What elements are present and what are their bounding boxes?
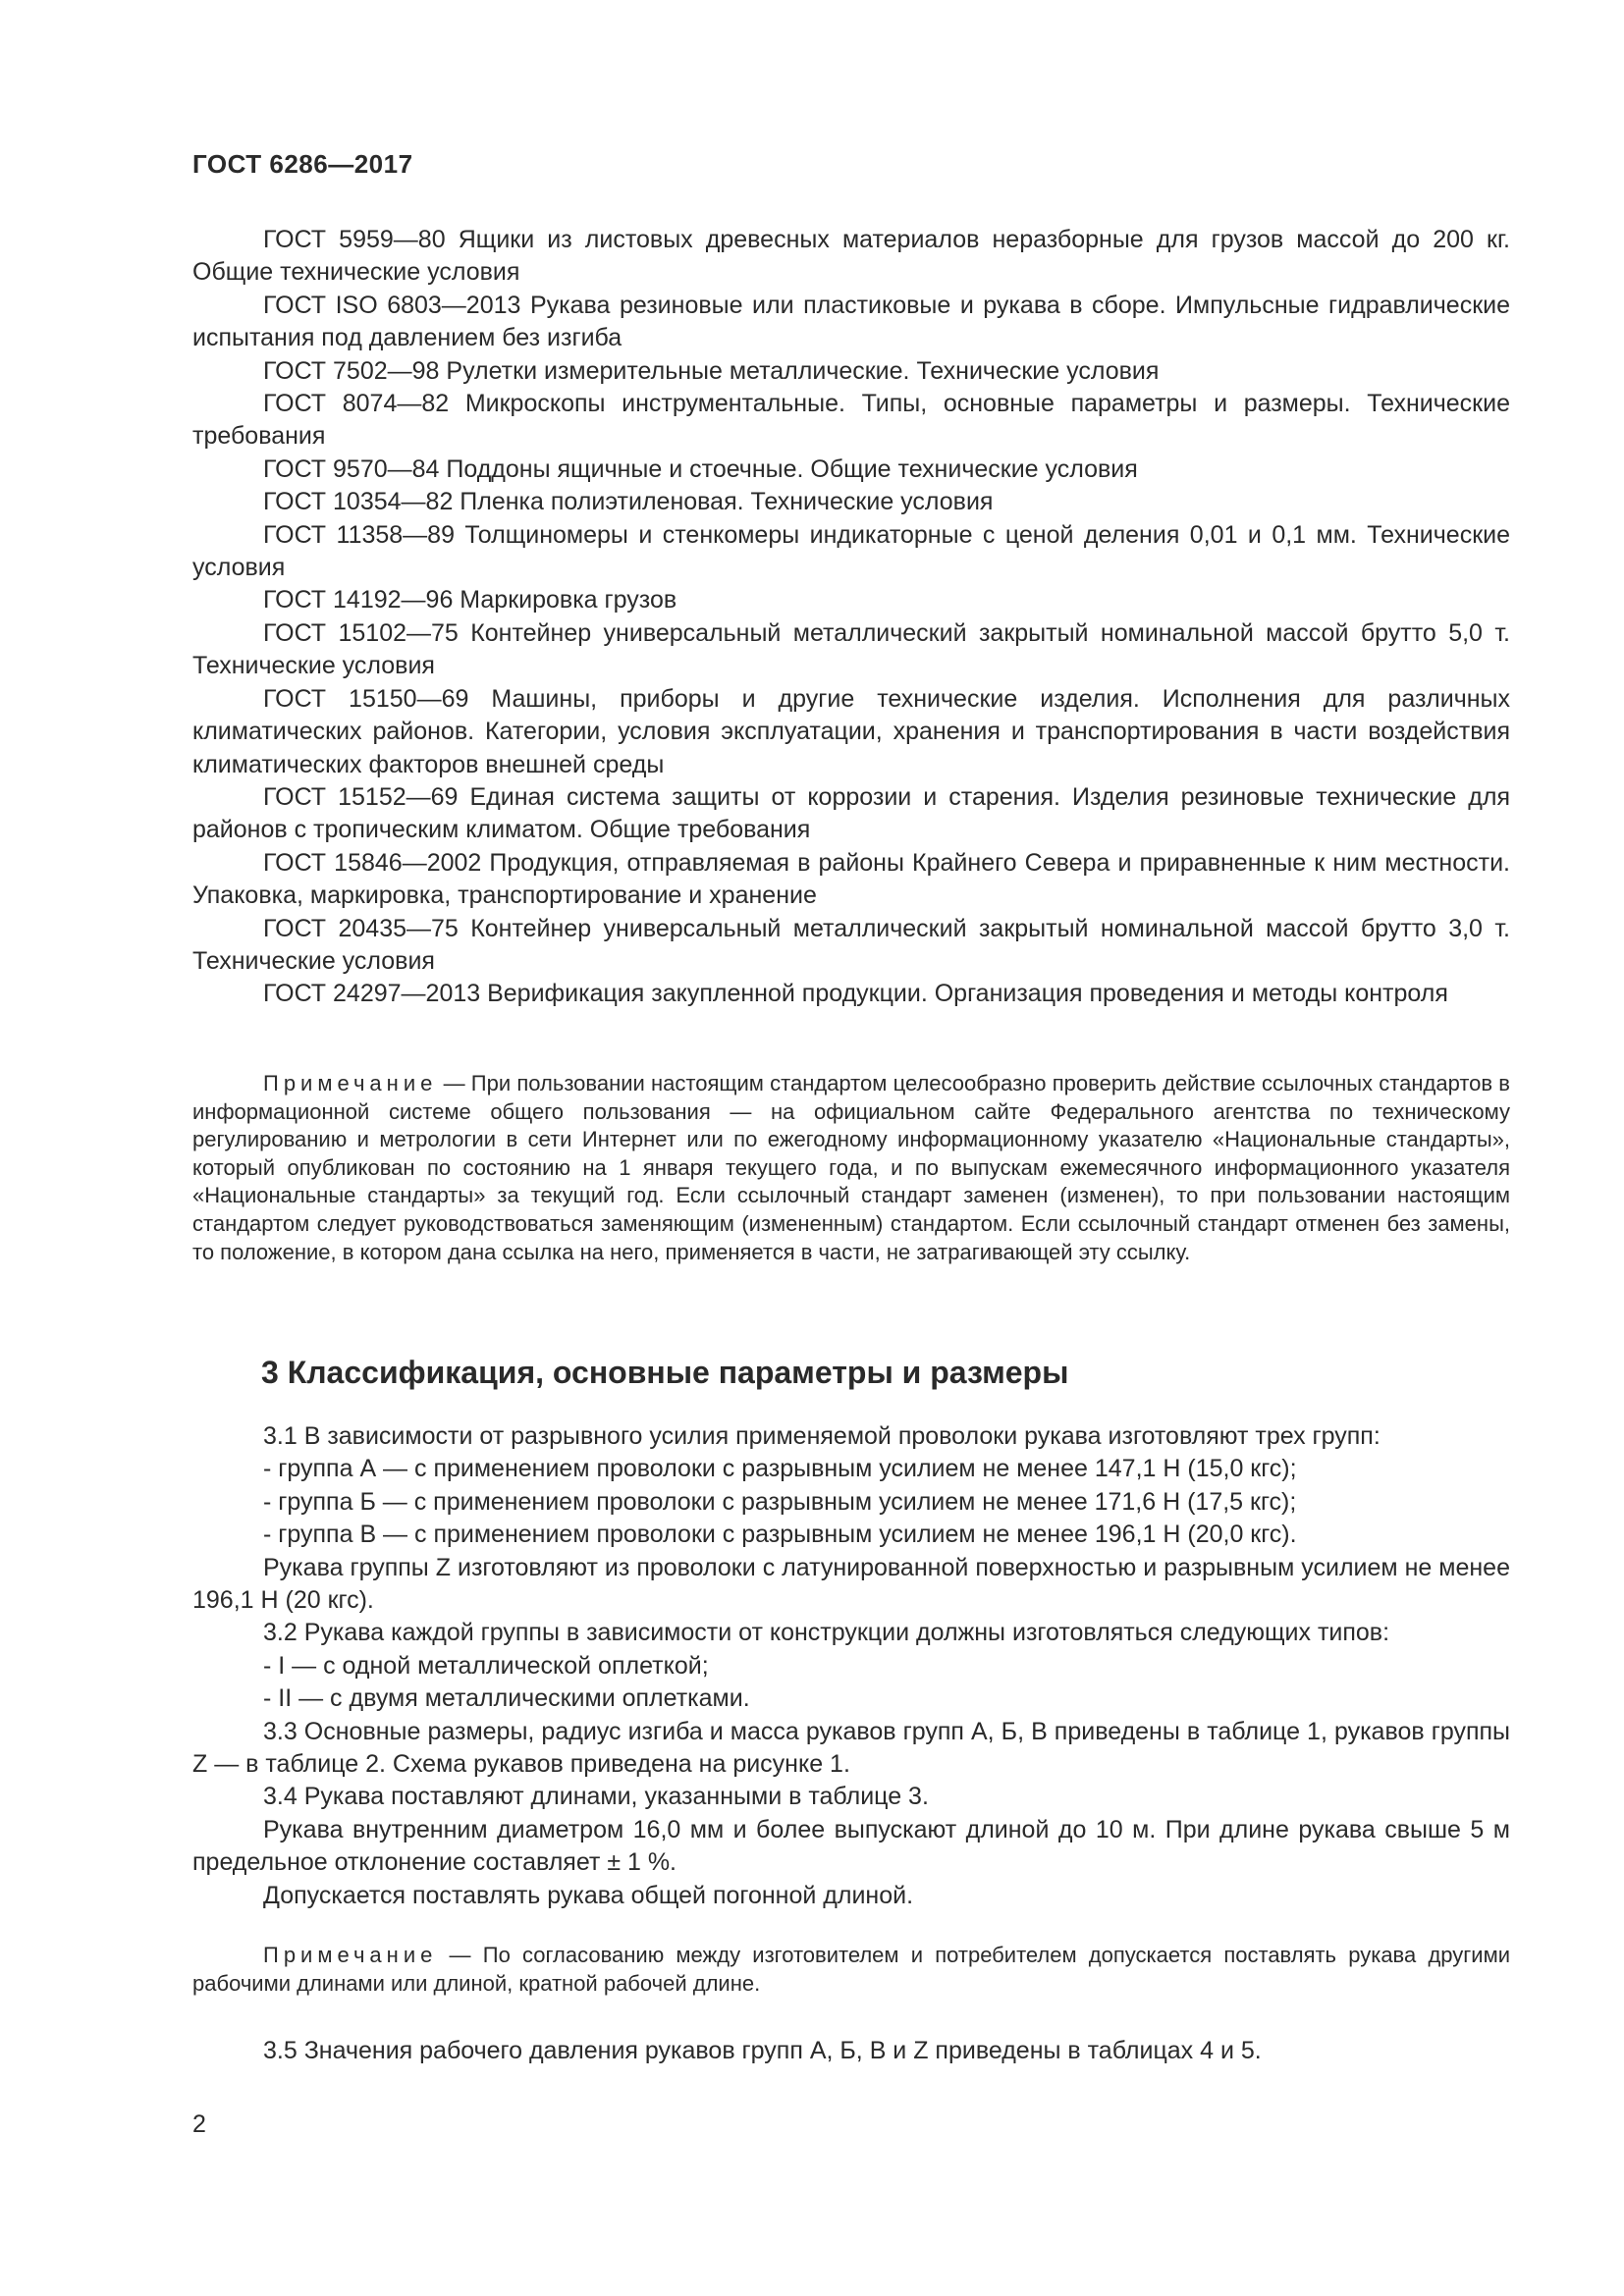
reference-item: ГОСТ 9570—84 Поддоны ящичные и стоечные. Общие технические условия xyxy=(263,454,1138,483)
note-label: Примечание xyxy=(263,1071,438,1095)
reference-item: ГОСТ 15846—2002 Продукция, отправляемая в районы Крайнего Севера и приравненные к ним местности. Упаковка, маркировка, транспортирование и хранение xyxy=(192,848,1510,910)
normative-references-list xyxy=(192,224,1510,1011)
list-item: - группа А — с применением проволоки с разрывным усилием не менее 147,1 Н (15,0 кгс); xyxy=(263,1455,1297,1483)
document-header: ГОСТ 6286—2017 xyxy=(192,149,413,179)
reference-item: ГОСТ 14192—96 Маркировка грузов xyxy=(263,586,677,614)
section-title: 3 Классификация, основные параметры и размеры xyxy=(261,1355,1069,1390)
paragraph: 3.2 Рукава каждой группы в зависимости от конструкции должны изготовляться следующих типов: xyxy=(263,1619,1390,1647)
list-item: - I — с одной металлической оплеткой; xyxy=(263,1651,709,1680)
reference-item: ГОСТ 15150—69 Машины, приборы и другие технические изделия. Исполнения для различных климатических районов. Категории, условия эксплуатации, хранения и транспортирования в части воздействия климатических факторов внешней среды xyxy=(192,684,1510,778)
note-text: — По согласованию между изготовителем и потребителем допускается поставлять рукава другими рабочими длинами или длиной, кратной рабочей длине. xyxy=(192,1943,1510,1996)
reference-item: ГОСТ 15102—75 Контейнер универсальный металлический закрытый номинальной массой брутто 5,0 т. Технические условия xyxy=(192,618,1510,680)
paragraph: 3.4 Рукава поставляют длинами, указанными в таблице 3. xyxy=(263,1783,929,1811)
reference-item: ГОСТ 24297—2013 Верификация закупленной продукции. Организация проведения и методы контроля xyxy=(263,980,1448,1008)
list-item: - II — с двумя металлическими оплетками. xyxy=(263,1684,750,1713)
paragraph: Рукава внутренним диаметром 16,0 мм и более выпускают длиной до 10 м. При длине рукава свыше 5 м предельное отклонение составляет ± 1 %. xyxy=(192,1815,1510,1877)
reference-item: ГОСТ 8074—82 Микроскопы инструментальные. Типы, основные параметры и размеры. Технические требования xyxy=(192,390,1510,451)
reference-item: ГОСТ 15152—69 Единая система защиты от коррозии и старения. Изделия резиновые технические для районов с тропическим климатом. Общие требования xyxy=(192,782,1510,844)
reference-item: ГОСТ 20435—75 Контейнер универсальный металлический закрытый номинальной массой брутто 3,0 т. Технические условия xyxy=(192,914,1510,975)
length-note xyxy=(192,1942,1510,1998)
paragraph: Допускается поставлять рукава общей погонной длиной. xyxy=(263,1881,914,1909)
reference-item: ГОСТ ISO 6803—2013 Рукава резиновые или пластиковые и рукава в сборе. Импульсные гидравлические испытания под давлением без изгиба xyxy=(192,291,1510,352)
paragraph: 3.3 Основные размеры, радиус изгиба и масса рукавов групп А, Б, В приведены в таблице 1, рукавов группы Z — в таблице 2. Схема рукавов приведена на рисунке 1. xyxy=(192,1717,1510,1779)
page-number: 2 xyxy=(192,2110,206,2138)
reference-item: ГОСТ 10354—82 Пленка полиэтиленовая. Технические условия xyxy=(263,488,994,516)
note-label: Примечание xyxy=(263,1943,438,1967)
reference-item: ГОСТ 7502—98 Рулетки измерительные металлические. Технические условия xyxy=(263,356,1160,385)
references-note xyxy=(192,1070,1510,1266)
note-text: — При пользовании настоящим стандартом целесообразно проверить действие ссылочных стандартов в информационной системе общего пользования — на официальном сайте Федерального агентства по техническому регулированию и метрологии в сети Интернет или по ежегодному информационному указателю «Национальные стандарты», который опубликован по состоянию на 1 января текущего года, и по выпускам ежемесячного информационного указателя «Национальные стандарты» за текущий год. Если ссылочный стандарт заменен (изменен), то при пользовании настоящим стандартом следует руководствоваться заменяющим (измененным) стандартом. Если ссылочный стандарт отменен без замены, то положение, в котором дана ссылка на него, применяется в части, не затрагивающей эту ссылку. xyxy=(192,1071,1510,1264)
paragraph: Рукава группы Z изготовляют из проволоки с латунированной поверхностью и разрывным усилием не менее 196,1 Н (20 кгс). xyxy=(192,1553,1510,1615)
paragraph-3-5: 3.5 Значения рабочего давления рукавов групп А, Б, В и Z приведены в таблицах 4 и 5. xyxy=(263,2037,1262,2064)
paragraph: 3.1 В зависимости от разрывного усилия применяемой проволоки рукава изготовляют трех групп: xyxy=(263,1422,1380,1450)
reference-item: ГОСТ 5959—80 Ящики из листовых древесных материалов неразборные для грузов массой до 200 кг. Общие технические условия xyxy=(192,226,1510,287)
section-body xyxy=(192,1420,1510,1912)
list-item: - группа Б — с применением проволоки с разрывным усилием не менее 171,6 Н (17,5 кгс); xyxy=(263,1487,1297,1516)
reference-item: ГОСТ 11358—89 Толщиномеры и стенкомеры индикаторные с ценой деления 0,01 и 0,1 мм. Технические условия xyxy=(192,520,1510,582)
list-item: - группа В — с применением проволоки с разрывным усилием не менее 196,1 Н (20,0 кгс). xyxy=(263,1521,1297,1549)
